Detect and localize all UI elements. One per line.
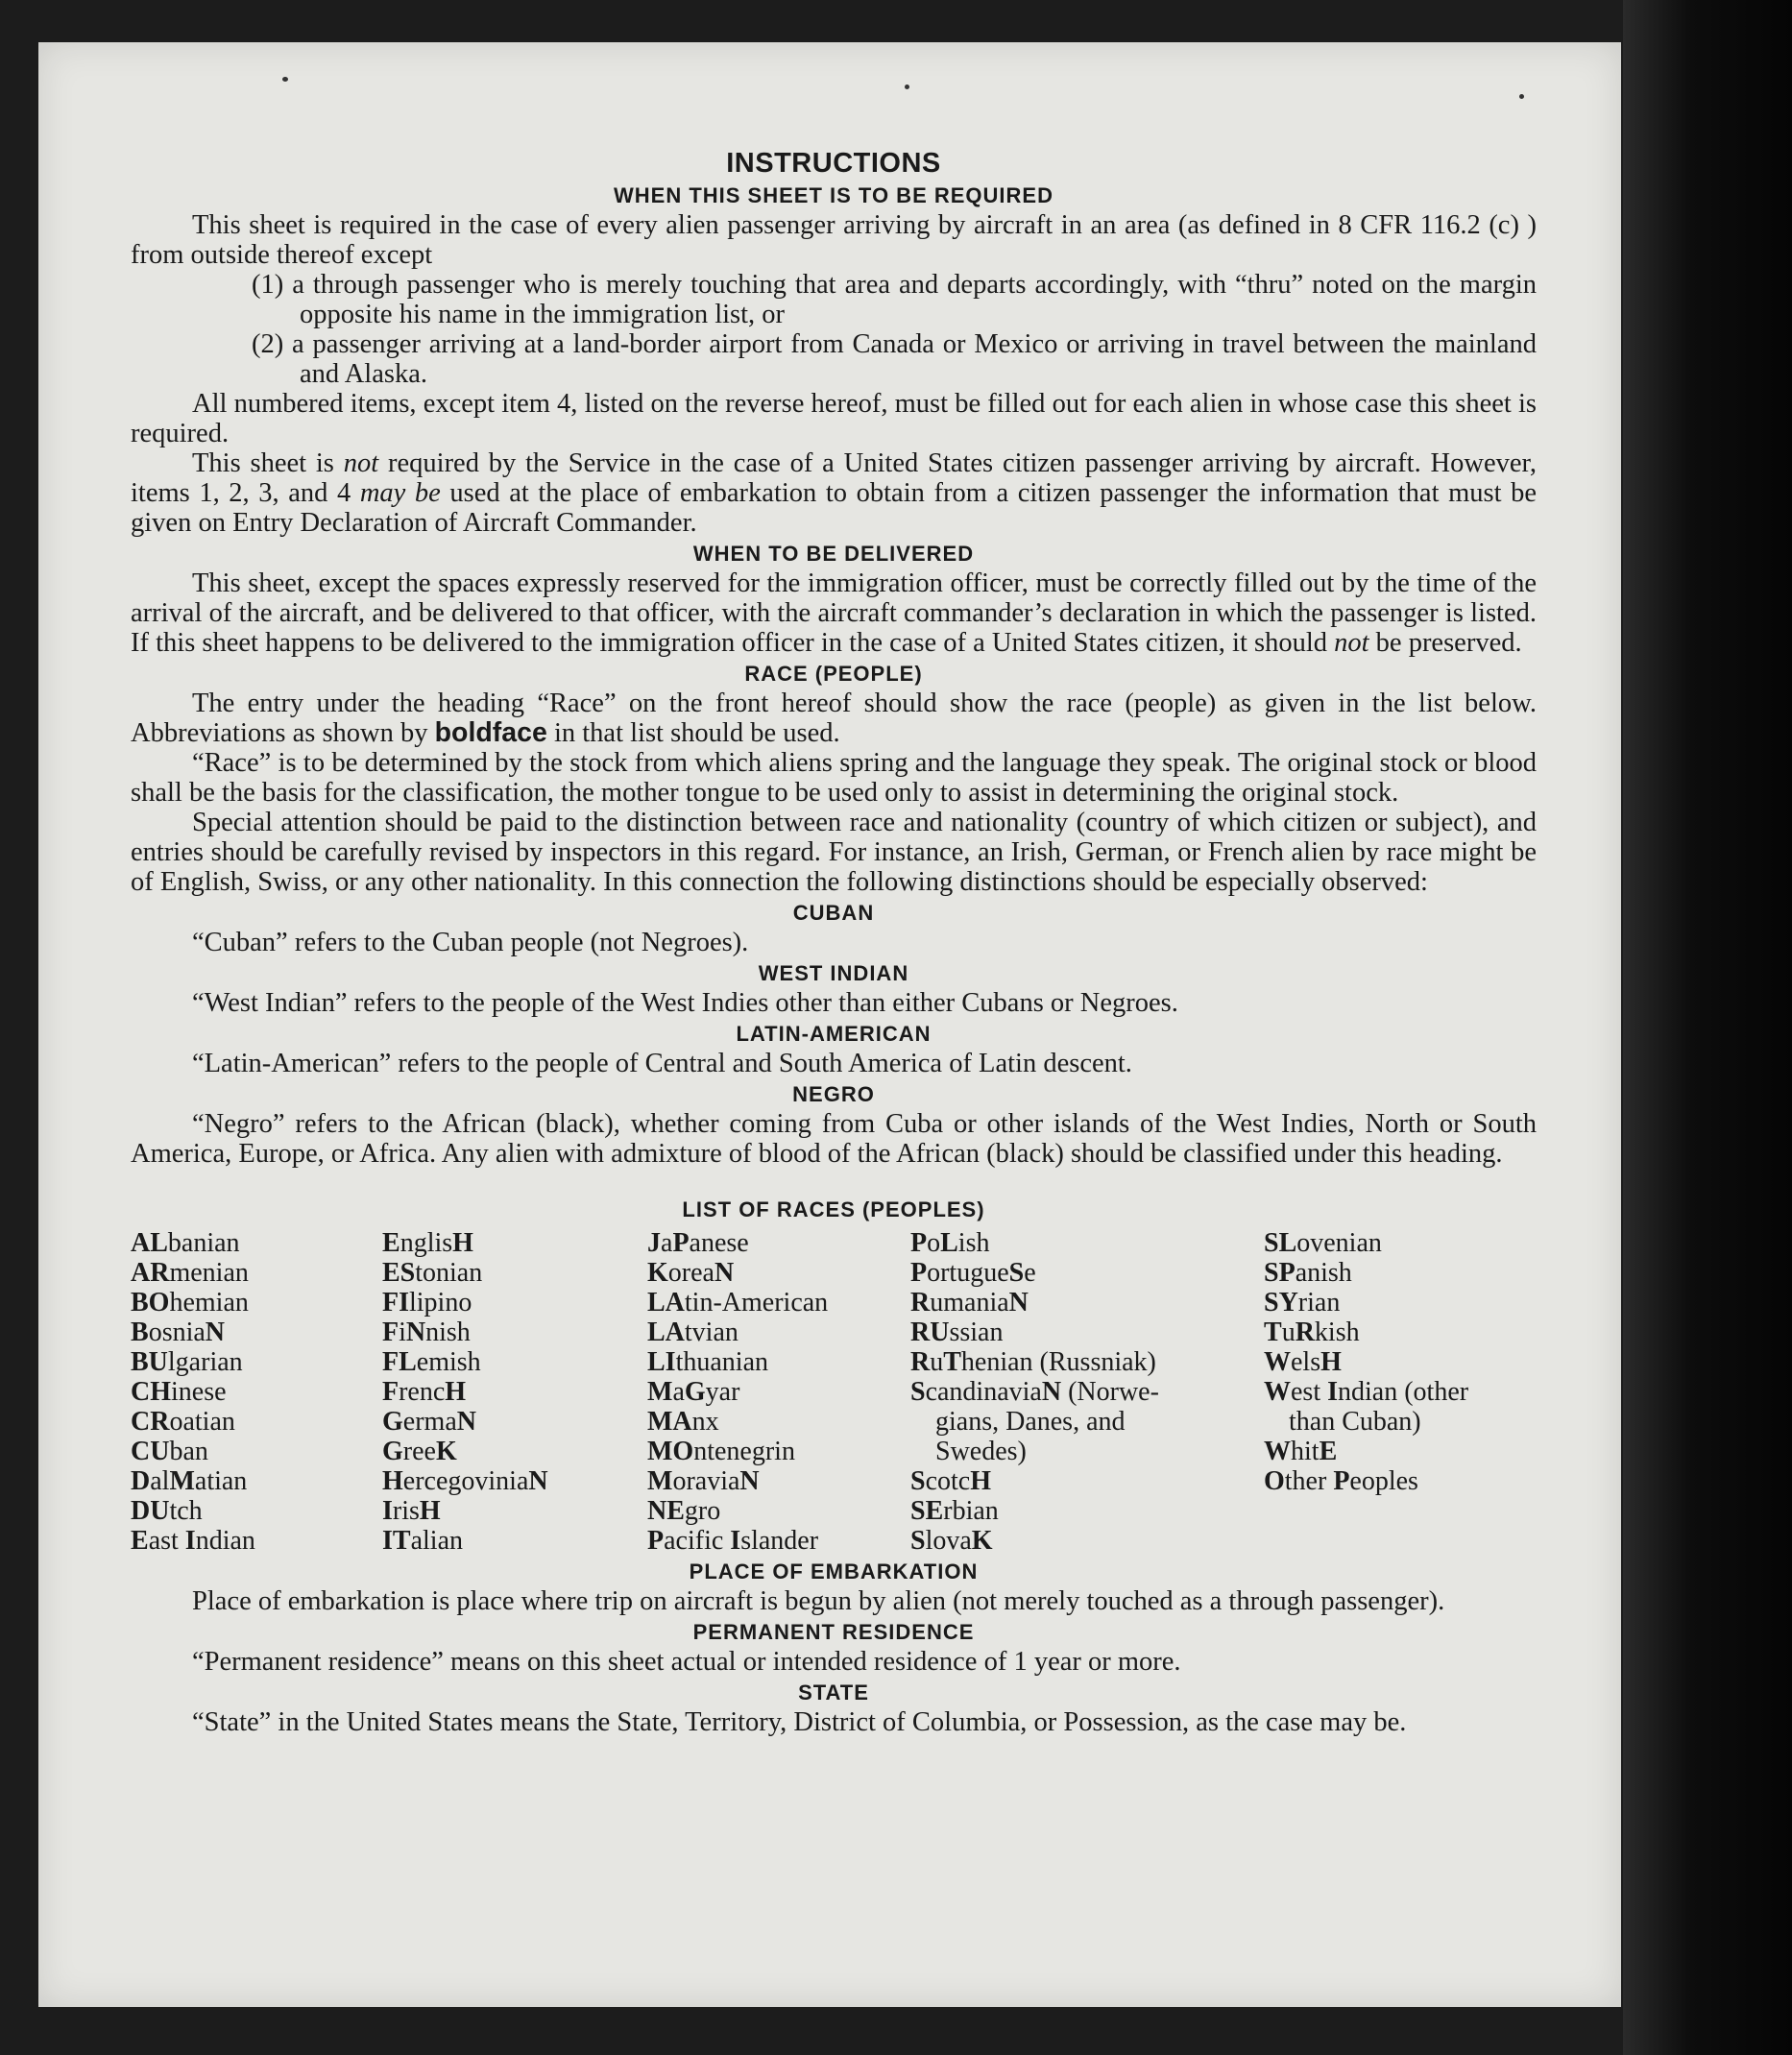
- race-entry: FiNnish: [382, 1318, 471, 1347]
- race-entry: FIlipino: [382, 1288, 472, 1318]
- race-entry: BOhemian: [131, 1288, 249, 1318]
- race-entry: PoLish: [910, 1228, 990, 1258]
- heading-embarkation: PLACE OF EMBARKATION: [689, 1559, 979, 1584]
- heading-state: STATE: [798, 1680, 869, 1704]
- race-entry: DalMatian: [131, 1466, 248, 1496]
- races-list: [131, 1228, 1537, 1556]
- race-entry: RUssian: [910, 1318, 1004, 1347]
- race-entry: NEgro: [647, 1496, 721, 1526]
- exception-item-1: (1) a through passenger who is merely touching that area and departs accordingly, with “thru” noted on the margin opposite his name in the immigration list, or: [252, 270, 1537, 329]
- race-entry: ScotcH: [910, 1466, 991, 1496]
- heading-when-delivered: WHEN TO BE DELIVERED: [692, 542, 975, 566]
- race-entry: CUban: [131, 1437, 208, 1466]
- race-entry: LAtvian: [647, 1318, 739, 1347]
- paragraph-cuban: “Cuban” refers to the Cuban people (not Negroes).: [192, 928, 749, 957]
- race-entry: WhitE: [1264, 1437, 1338, 1466]
- heading-race: RACE (PEOPLE): [744, 662, 923, 686]
- page-title: INSTRUCTIONS: [726, 148, 941, 179]
- race-entry: GreeK: [382, 1437, 457, 1466]
- race-entry: than Cuban): [1289, 1407, 1421, 1437]
- paragraph-negro: “Negro” refers to the African (black), whether coming from Cuba or other islands of the West Indies, North or South America, Europe, or Africa. Any alien with admixture of blood of the African (black) should be classified under this heading.: [131, 1109, 1537, 1169]
- scan-speck: [1519, 94, 1524, 99]
- race-entry: Pacific Islander: [647, 1526, 819, 1556]
- races-column: [910, 1228, 1264, 1556]
- scan-speck: [282, 77, 288, 82]
- race-entry: SPanish: [1264, 1258, 1352, 1288]
- paragraph-numbered-items: All numbered items, except item 4, listed on the reverse hereof, must be filled out for each alien in whose case this sheet is required.: [131, 389, 1537, 448]
- heading-west-indian: WEST INDIAN: [758, 961, 909, 985]
- paragraph-when-delivered: This sheet, except the spaces expressly reserved for the immigration officer, must be correctly filled out by the time of the arrival of the aircraft, and be delivered to that officer, with the aircraft commander’s declaration in which the passenger is listed. If this sheet happens to be delivered to the immigration officer in the case of a United States citizen, it should not be preserved.: [131, 568, 1537, 658]
- race-entry: CHinese: [131, 1377, 227, 1407]
- race-entry: East Indian: [131, 1526, 255, 1556]
- race-entry: ITalian: [382, 1526, 463, 1556]
- scan-dark-edge: [1623, 0, 1792, 2055]
- races-column: [1264, 1228, 1552, 1556]
- race-entry: ARmenian: [131, 1258, 249, 1288]
- race-entry: IrisH: [382, 1496, 441, 1526]
- paragraph-latin-american: “Latin-American” refers to the people of Central and South America of Latin descent.: [192, 1049, 1132, 1078]
- race-entry: JaPanese: [647, 1228, 749, 1258]
- race-entry: ALbanian: [131, 1228, 240, 1258]
- race-entry: MAnx: [647, 1407, 719, 1437]
- heading-list-of-races: LIST OF RACES (PEOPLES): [682, 1197, 985, 1221]
- race-entry: TuRkish: [1264, 1318, 1360, 1347]
- race-entry: SErbian: [910, 1496, 999, 1526]
- race-entry: EStonian: [382, 1258, 483, 1288]
- race-entry: West Indian (other: [1264, 1377, 1469, 1407]
- races-column: [131, 1228, 382, 1556]
- race-entry: RuThenian (Russniak): [910, 1347, 1156, 1377]
- exception-item-2: (2) a passenger arriving at a land-border airport from Canada or Mexico or arriving in travel between the mainland and Alaska.: [252, 329, 1537, 389]
- race-entry: MoraviaN: [647, 1466, 760, 1496]
- heading-cuban: CUBAN: [792, 901, 875, 925]
- race-entry: BosniaN: [131, 1318, 226, 1347]
- scan-speck: [905, 85, 909, 89]
- paragraph-race-2: “Race” is to be determined by the stock from which aliens spring and the language they speak. The original stock or blood shall be the basis for the classification, the mother tongue to be used only to assist in determining the original stock.: [131, 748, 1537, 808]
- race-entry: ScandinaviaN (Norwe-: [910, 1377, 1159, 1407]
- race-entry: LAtin-American: [647, 1288, 829, 1318]
- heading-negro: NEGRO: [792, 1082, 875, 1106]
- paragraph-state: “State” in the United States means the State, Territory, District of Columbia, or Possession, as the case may be.: [192, 1707, 1407, 1737]
- paragraph-race-1: The entry under the heading “Race” on the front hereof should show the race (people) as given in the list below. Abbreviations as shown by boldface in that list should be used.: [131, 689, 1537, 748]
- race-entry: PortugueSe: [910, 1258, 1036, 1288]
- race-entry: RumaniaN: [910, 1288, 1029, 1318]
- race-entry: CRoatian: [131, 1407, 235, 1437]
- paragraph-citizen: This sheet is not required by the Service in the case of a United States citizen passenger arriving by aircraft. However, items 1, 2, 3, and 4 may be used at the place of embarkation to obtain from a citizen passenger the information that must be given on Entry Declaration of Aircraft Commander.: [131, 448, 1537, 538]
- race-entry: EnglisH: [382, 1228, 473, 1258]
- race-entry: BUlgarian: [131, 1347, 243, 1377]
- races-column: [382, 1228, 647, 1556]
- race-entry: Other Peoples: [1264, 1466, 1418, 1496]
- heading-when-required: WHEN THIS SHEET IS TO BE REQUIRED: [614, 183, 1053, 207]
- race-entry: MaGyar: [647, 1377, 740, 1407]
- document-page: [38, 42, 1621, 2007]
- races-column: [647, 1228, 910, 1556]
- race-entry: GermaN: [382, 1407, 476, 1437]
- paragraph-embarkation: Place of embarkation is place where trip on aircraft is begun by alien (not merely touched as a through passenger).: [192, 1586, 1445, 1616]
- paragraph-permanent-residence: “Permanent residence” means on this sheet actual or intended residence of 1 year or more.: [192, 1647, 1181, 1677]
- paragraph-when-required: This sheet is required in the case of every alien passenger arriving by aircraft in an area (as defined in 8 CFR 116.2 (c) ) from outside thereof except: [131, 210, 1537, 270]
- heading-latin-american: LATIN-AMERICAN: [736, 1022, 932, 1046]
- race-entry: Swedes): [935, 1437, 1027, 1466]
- race-entry: KoreaN: [647, 1258, 735, 1288]
- race-entry: SLovenian: [1264, 1228, 1382, 1258]
- race-entry: SlovaK: [910, 1526, 993, 1556]
- race-entry: DUtch: [131, 1496, 203, 1526]
- race-entry: FrencH: [382, 1377, 467, 1407]
- race-entry: HercegoviniaN: [382, 1466, 548, 1496]
- heading-permanent-residence: PERMANENT RESIDENCE: [692, 1620, 975, 1644]
- paragraph-west-indian: “West Indian” refers to the people of the West Indies other than either Cubans or Negroes.: [192, 988, 1178, 1018]
- race-entry: LIthuanian: [647, 1347, 768, 1377]
- race-entry: gians, Danes, and: [935, 1407, 1126, 1437]
- race-entry: FLemish: [382, 1347, 481, 1377]
- race-entry: WelsH: [1264, 1347, 1342, 1377]
- race-entry: SYrian: [1264, 1288, 1341, 1318]
- race-entry: MOntenegrin: [647, 1437, 795, 1466]
- paragraph-race-3: Special attention should be paid to the distinction between race and nationality (country of which citizen or subject), and entries should be carefully revised by inspectors in this regard. For instance, an Irish, German, or French alien by race might be of English, Swiss, or any other nationality. In this connection the following distinctions should be especially observed:: [131, 808, 1537, 897]
